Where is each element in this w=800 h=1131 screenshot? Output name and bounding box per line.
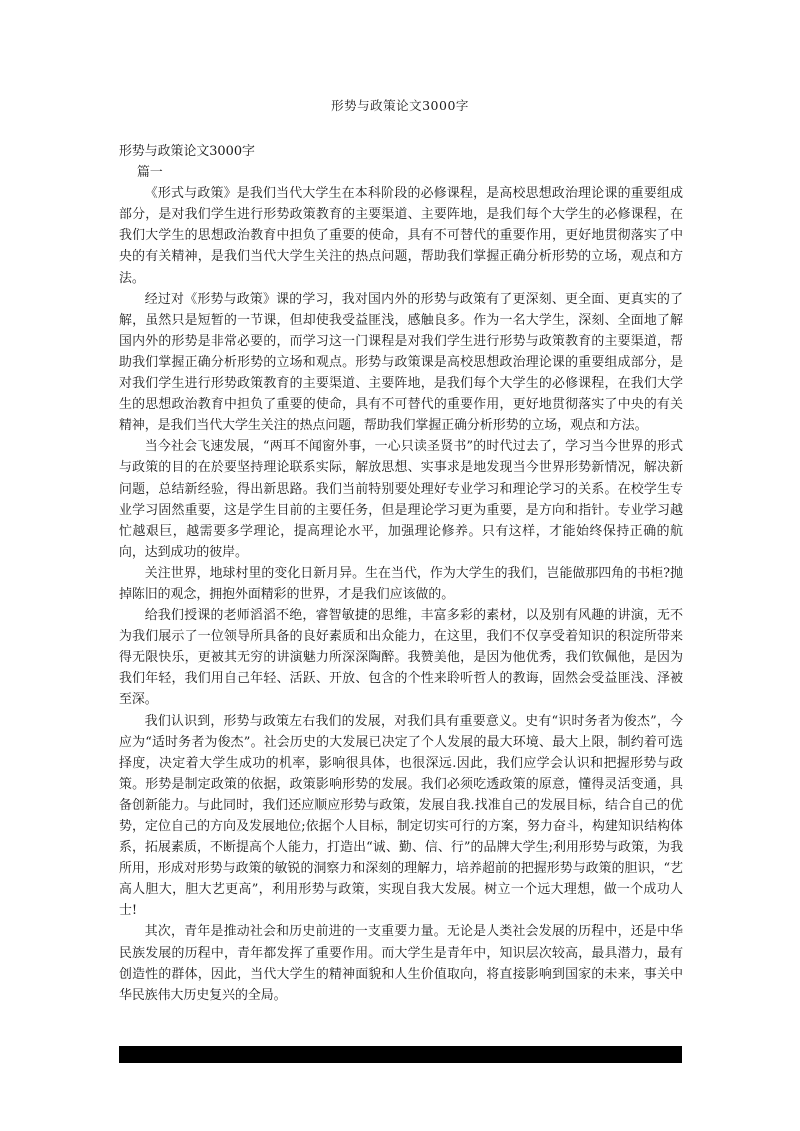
paragraph: 经过对《形势与政策》课的学习，我对国内外的形势与政策有了更深刻、更全面、更真实的了解，虽然只是短暂的一节课，但却使我受益匪浅，感触良多。作为一名大学生，深刻、全面地了解国内外的形势是非常必要的，而学习这一门课程是对我们学生进行形势与政策教育的主要渠道，帮助我们掌握正确分析形势的立场和观点。形势与政策课是高校思想政治理论课的重要组成部分，是对我们学生进行形势政策教育的主要渠道、主要阵地，是我们每个大学生的必修课程，在我们大学生的思想政治教育中担负了重要的使命，具有不可替代的重要作用，更好地贯彻落实了中央的有关精神，是我们当代大学生关注的热点问题，帮助我们掌握正确分析形势的立场，观点和方法。 [119,291,683,434]
page-title: 形势与政策论文3000字 [331,98,469,113]
paragraph: 当今社会飞速发展，“两耳不闻窗外事，一心只读圣贤书”的时代过去了，学习当今世界的形式与政策的目的在於要坚持理论联系实际，解放思想、实事求是地发现当今世界形势新情况，解决新问题，总结新经验，得出新思路。我们当前特别要处理好专业学习和理论学习的关系。在校学生专业学习固然重要，这是学生目前的主要任务，但是理论学习更为重要，是方向和指针。专业学习越忙越艰巨，越需要多学理论，提高理论水平，加强理论修养。只有这样，才能始终保持正确的航向，达到成功的彼岸。 [119,439,683,560]
paragraph: 给我们授课的老师滔滔不绝，睿智敏捷的思维，丰富多彩的素材，以及别有风趣的讲演，无不为我们展示了一位领导所具备的良好素质和出众能力，在这里，我们不仅享受着知识的积淀所带来得无限快乐，更被其无穷的讲演魅力所深深陶醉。我赞美他，是因为他优秀，我们钦佩他，是因为我们年轻，我们用自己年轻、活跃、开放、包含的个性来聆听哲人的教诲，固然会受益匪浅、泽被至深。 [119,608,683,708]
paragraph: 我们认识到，形势与政策左右我们的发展，对我们具有重要意义。史有“识时务者为俊杰”，今应为“适时务者为俊杰”。社会历史的大发展已决定了个人发展的最大环境、最大上限，制约着可选择度，决定着大学生成功的机率，影响很具体，也很深远.因此，我们应学会认识和把握形势与政策。形势是制定政策的依据，政策影响形势的发展。我们必须吃透政策的原意，懂得灵活变通，具备创新能力。与此同时，我们还应顺应形势与政策，发展自我.找准自己的发展目标，结合自己的优势，定位自己的方向及发展地位;依据个人目标，制定切实可行的方案，努力奋斗，构建知识结构体系，拓展素质，不断提高个人能力，打造出“诚、勤、信、行”的品牌大学生;利用形势与政策，为我所用，形成对形势与政策的敏锐的洞察力和深刻的理解力，培养超前的把握形势与政策的胆识，“艺高人胆大，胆大艺更高”，利用形势与政策，实现自我大发展。树立一个远大理想，做一个成功人士! [119,713,683,919]
section-heading: 篇一 [137,165,163,181]
page-footer [119,1046,682,1078]
paragraph: 《形式与政策》是我们当代大学生在本科阶段的必修课程，是高校思想政治理论课的重要组成部分，是对我们学生进行形势政策教育的主要渠道、主要阵地，是我们每个大学生的必修课程，在我们大学生的思想政治教育中担负了重要的使命，具有不可替代的重要作用，更好地贯彻落实了中央的有关精神，是我们当代大学生关注的热点问题，帮助我们掌握正确分析形势的立场，观点和方法。 [119,186,683,286]
page-number-label: 第 1 页 /总页数 7 页 [337,1064,473,1078]
paragraph: 其次，青年是推动社会和历史前进的一支重要力量。无论是人类社会发展的历程中，还是中华民族发展的历程中，青年都发挥了重要作用。而大学生是青年中，知识层次较高，最具潜力，最有创造性的群体，因此，当代大学生的精神面貌和人生价值取向，将直接影响到国家的未来，事关中华民族伟大历史复兴的全局。 [119,924,683,1003]
paragraph: 关注世界，地球村里的变化日新月异。生在当代，作为大学生的我们，岂能做那四角的书柜?抛掉陈旧的观念，拥抱外面精彩的世界，才是我们应该做的。 [119,565,683,602]
document-body [119,141,683,1006]
document-subtitle: 形势与政策论文3000字 [119,144,255,159]
